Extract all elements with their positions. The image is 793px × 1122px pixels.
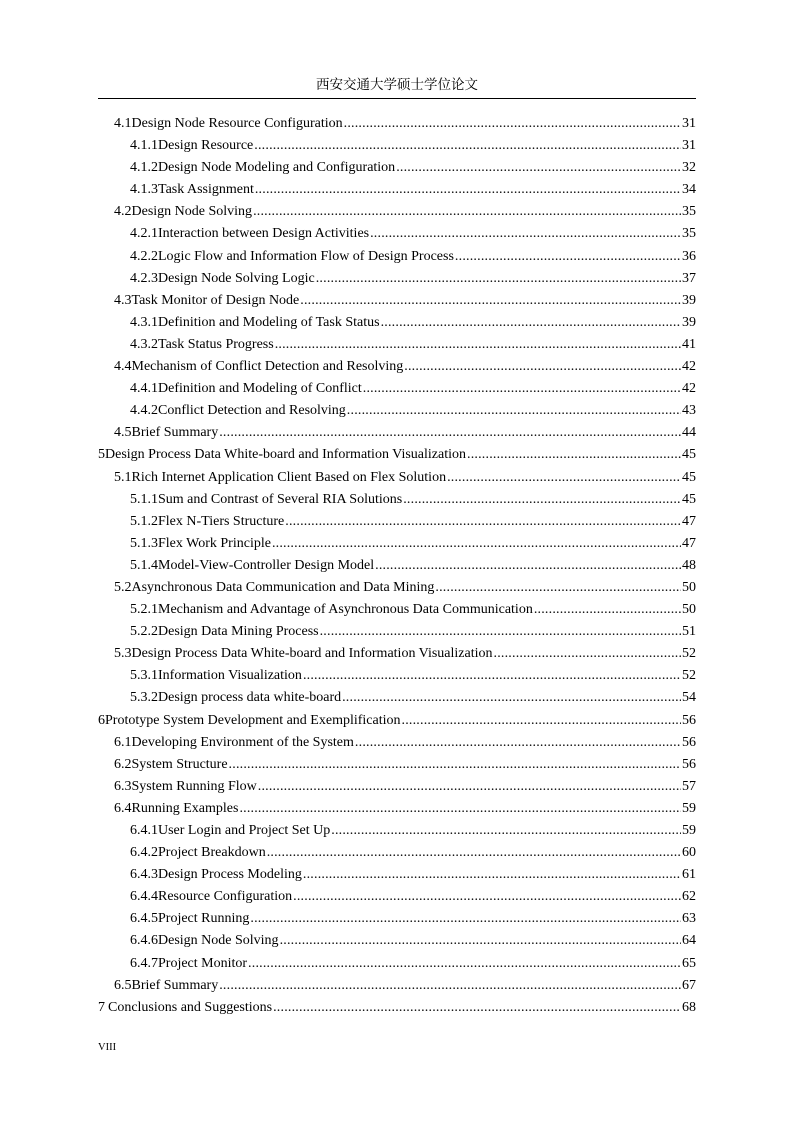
toc-entry-page: 39 bbox=[682, 292, 696, 308]
toc-entry-title: Design Node Solving bbox=[158, 933, 279, 949]
toc-entry[interactable] bbox=[98, 157, 696, 179]
toc-entry-number: 4.5 bbox=[114, 425, 132, 441]
toc-entry[interactable] bbox=[98, 687, 696, 709]
toc-entry-title: Project Monitor bbox=[158, 955, 248, 971]
toc-dot-leader bbox=[381, 312, 681, 334]
toc-dot-leader bbox=[250, 908, 681, 930]
toc-entry-number: 5.3 bbox=[114, 646, 132, 662]
toc-entry-number: 6.5 bbox=[114, 977, 132, 993]
toc-entry-page: 32 bbox=[682, 160, 696, 176]
toc-entry[interactable] bbox=[98, 246, 696, 268]
toc-entry-number: 6.3 bbox=[114, 778, 132, 794]
toc-entry-number: 5.2.1 bbox=[130, 602, 158, 618]
toc-entry-title: Running Examples bbox=[131, 800, 239, 816]
toc-entry-title: Asynchronous Data Communication and Data Mining bbox=[131, 579, 435, 595]
toc-entry-page: 43 bbox=[682, 403, 696, 419]
toc-entry[interactable] bbox=[98, 135, 696, 157]
toc-entry-title: Design Node Modeling and Configuration bbox=[158, 160, 396, 176]
toc-entry-number: 4.3 bbox=[114, 292, 132, 308]
toc-entry-title: Interaction between Design Activities bbox=[158, 226, 370, 242]
toc-dot-leader bbox=[300, 290, 681, 312]
toc-dot-leader bbox=[396, 157, 681, 179]
toc-entry-title: User Login and Project Set Up bbox=[158, 823, 331, 838]
toc-entry-title: Brief Summary bbox=[131, 425, 219, 441]
toc-dot-leader bbox=[363, 378, 681, 400]
toc-entry-number: 5.1.1 bbox=[130, 491, 158, 507]
toc-entry-title: Task Status Progress bbox=[158, 336, 274, 352]
toc-entry-title: Logic Flow and Information Flow of Design Process bbox=[158, 248, 454, 264]
toc-entry-title: Mechanism and Advantage of Asynchronous Data Communication bbox=[158, 602, 533, 618]
toc-entry[interactable] bbox=[98, 555, 696, 577]
toc-entry-number: 4.1 bbox=[114, 116, 132, 131]
toc-entry-number: 4.4.2 bbox=[130, 403, 158, 419]
toc-entry-title: Flex N-Tiers Structure bbox=[158, 513, 285, 529]
toc-entry-page: 45 bbox=[682, 447, 696, 463]
toc-dot-leader bbox=[248, 953, 681, 975]
toc-dot-leader bbox=[219, 422, 681, 444]
toc-dot-leader bbox=[404, 356, 681, 378]
toc-entry-title: System Running Flow bbox=[131, 778, 257, 794]
toc-dot-leader bbox=[375, 555, 681, 577]
toc-entry-title: Project Running bbox=[158, 911, 250, 927]
toc-dot-leader bbox=[494, 643, 682, 665]
toc-dot-leader bbox=[239, 798, 681, 820]
toc-entry-page: 56 bbox=[682, 756, 696, 772]
toc-dot-leader bbox=[255, 179, 681, 201]
toc-entry[interactable] bbox=[98, 621, 696, 643]
toc-entry-page: 45 bbox=[682, 491, 696, 507]
toc-entry[interactable] bbox=[98, 113, 696, 135]
toc-dot-leader bbox=[403, 489, 681, 511]
toc-entry-number: 6.4.1 bbox=[130, 823, 158, 838]
toc-entry-title: Developing Environment of the System bbox=[131, 734, 354, 750]
toc-entry[interactable] bbox=[98, 864, 696, 886]
toc-entry-number: 6.4.5 bbox=[130, 911, 158, 927]
toc-entry[interactable] bbox=[98, 754, 696, 776]
toc-entry-number: 4.1.3 bbox=[130, 182, 158, 198]
toc-entry[interactable] bbox=[98, 223, 696, 245]
toc-entry-page: 57 bbox=[682, 778, 696, 794]
toc-entry-title: Flex Work Principle bbox=[158, 535, 271, 551]
toc-entry-title: Mechanism of Conflict Detection and Resolving bbox=[131, 359, 404, 375]
toc-dot-leader bbox=[320, 621, 681, 643]
toc-entry[interactable] bbox=[98, 930, 696, 952]
toc-entry-page: 56 bbox=[682, 712, 696, 728]
toc-entry-page: 52 bbox=[682, 646, 696, 662]
toc-entry-number: 4.1.1 bbox=[130, 138, 158, 154]
toc-entry-page: 50 bbox=[682, 602, 696, 618]
toc-entry[interactable] bbox=[98, 798, 696, 820]
toc-entry[interactable] bbox=[98, 356, 696, 378]
toc-entry-number: 6.4.4 bbox=[130, 889, 158, 905]
toc-entry[interactable] bbox=[98, 444, 696, 466]
toc-dot-leader bbox=[258, 776, 681, 798]
toc-entry-number: 5.1.2 bbox=[130, 513, 158, 529]
toc-entry[interactable] bbox=[98, 533, 696, 555]
toc-entry-number: 4.1.2 bbox=[130, 160, 158, 176]
toc-dot-leader bbox=[370, 223, 681, 245]
toc-entry-number: 5.1 bbox=[114, 469, 132, 485]
toc-entry-page: 31 bbox=[682, 116, 696, 131]
toc-dot-leader bbox=[254, 135, 681, 157]
toc-entry[interactable] bbox=[98, 489, 696, 511]
toc-entry[interactable] bbox=[98, 908, 696, 930]
toc-entry-number: 4.3.1 bbox=[130, 314, 158, 330]
toc-entry[interactable] bbox=[98, 378, 696, 400]
toc-entry[interactable] bbox=[98, 643, 696, 665]
toc-entry-page: 56 bbox=[682, 734, 696, 750]
toc-dot-leader bbox=[293, 886, 681, 908]
toc-entry-number: 4.3.2 bbox=[130, 336, 158, 352]
toc-entry[interactable] bbox=[98, 400, 696, 422]
toc-entry-title: Task Assignment bbox=[158, 182, 254, 198]
toc-entry-page: 67 bbox=[682, 977, 696, 993]
toc-entry-number: 6.4.2 bbox=[130, 845, 158, 861]
toc-entry-page: 35 bbox=[682, 204, 696, 220]
toc-entry[interactable] bbox=[98, 268, 696, 290]
toc-entry[interactable] bbox=[98, 467, 696, 489]
toc-dot-leader bbox=[280, 930, 681, 952]
toc-entry-title: Definition and Modeling of Conflict bbox=[158, 381, 362, 397]
toc-entry-title: Project Breakdown bbox=[158, 845, 266, 861]
toc-dot-leader bbox=[219, 975, 681, 997]
toc-entry-page: 31 bbox=[682, 138, 696, 154]
toc-dot-leader bbox=[402, 710, 682, 732]
toc-entry[interactable] bbox=[98, 842, 696, 864]
toc-dot-leader bbox=[303, 864, 681, 886]
toc-entry-page: 47 bbox=[682, 513, 696, 529]
toc-entry-title: Conflict Detection and Resolving bbox=[158, 403, 346, 419]
toc-entry-page: 48 bbox=[682, 557, 696, 573]
toc-entry-number: 6 bbox=[98, 712, 105, 728]
toc-entry[interactable] bbox=[98, 599, 696, 621]
header-rule bbox=[98, 98, 696, 99]
toc-entry-title: Task Monitor of Design Node bbox=[131, 292, 300, 308]
toc-dot-leader bbox=[455, 246, 681, 268]
toc-entry-page: 54 bbox=[682, 690, 696, 706]
toc-entry[interactable] bbox=[98, 997, 696, 1019]
toc-dot-leader bbox=[316, 268, 681, 290]
toc-dot-leader bbox=[331, 820, 681, 842]
toc-entry-page: 37 bbox=[682, 270, 696, 286]
toc-entry-title: Design Resource bbox=[158, 138, 254, 154]
toc-entry-number: 5.2.2 bbox=[130, 624, 158, 640]
toc-entry-page: 45 bbox=[682, 469, 696, 485]
toc-entry-number: 4.2.3 bbox=[130, 270, 158, 286]
table-of-contents bbox=[98, 113, 696, 1019]
toc-entry-number: 5 bbox=[98, 447, 105, 463]
toc-entry-title: Design process data white-board bbox=[158, 690, 342, 706]
toc-entry-title: Model-View-Controller Design Model bbox=[158, 557, 375, 573]
toc-entry-number: 6.1 bbox=[114, 734, 132, 750]
toc-entry-page: 68 bbox=[682, 999, 696, 1015]
toc-entry-page: 52 bbox=[682, 668, 696, 684]
toc-dot-leader bbox=[273, 997, 681, 1019]
toc-entry[interactable] bbox=[98, 776, 696, 798]
toc-entry-page: 36 bbox=[682, 248, 696, 264]
toc-entry-page: 63 bbox=[682, 911, 696, 927]
toc-entry-page: 61 bbox=[682, 867, 696, 883]
toc-dot-leader bbox=[344, 113, 681, 135]
toc-entry[interactable] bbox=[98, 422, 696, 444]
toc-entry-page: 39 bbox=[682, 314, 696, 330]
toc-entry-title: Design Node Resource Configuration bbox=[131, 116, 343, 131]
toc-dot-leader bbox=[435, 577, 681, 599]
toc-entry-number: 4.2 bbox=[114, 204, 132, 220]
toc-entry[interactable] bbox=[98, 732, 696, 754]
toc-entry[interactable] bbox=[98, 290, 696, 312]
toc-entry-page: 59 bbox=[682, 800, 696, 816]
toc-entry-title: Resource Configuration bbox=[158, 889, 293, 905]
toc-entry-number: 4.4.1 bbox=[130, 381, 158, 397]
toc-entry-title: Design Process Data White-board and Information Visualization bbox=[131, 646, 493, 662]
toc-entry-number: 7 bbox=[98, 999, 105, 1015]
toc-dot-leader bbox=[267, 842, 681, 864]
toc-entry-title: Design Process Modeling bbox=[158, 867, 302, 883]
toc-entry-page: 42 bbox=[682, 381, 696, 397]
toc-entry-number: 6.4.3 bbox=[130, 867, 158, 883]
toc-entry-title: Conclusions and Suggestions bbox=[107, 999, 273, 1015]
toc-entry-number: 6.4.6 bbox=[130, 933, 158, 949]
toc-entry[interactable] bbox=[98, 886, 696, 908]
toc-entry-page: 35 bbox=[682, 226, 696, 242]
toc-entry[interactable] bbox=[98, 511, 696, 533]
toc-entry[interactable] bbox=[98, 820, 696, 842]
toc-entry-title: Design Process Data White-board and Information Visualization bbox=[105, 447, 466, 463]
toc-dot-leader bbox=[447, 467, 681, 489]
toc-entry-page: 50 bbox=[682, 579, 696, 595]
toc-entry-number: 4.4 bbox=[114, 359, 132, 375]
toc-entry-title: Design Data Mining Process bbox=[158, 624, 319, 640]
toc-dot-leader bbox=[275, 334, 681, 356]
toc-dot-leader bbox=[342, 687, 681, 709]
toc-entry[interactable] bbox=[98, 312, 696, 334]
toc-dot-leader bbox=[229, 754, 681, 776]
page-number: VIII bbox=[98, 1042, 117, 1053]
toc-entry-page: 41 bbox=[682, 336, 696, 352]
toc-entry-title: Brief Summary bbox=[131, 977, 219, 993]
toc-entry-number: 6.4.7 bbox=[130, 955, 158, 971]
toc-entry-number: 5.2 bbox=[114, 579, 132, 595]
toc-dot-leader bbox=[347, 400, 681, 422]
toc-entry-number: 5.1.4 bbox=[130, 557, 158, 573]
toc-entry[interactable] bbox=[98, 665, 696, 687]
toc-dot-leader bbox=[467, 444, 681, 466]
toc-dot-leader bbox=[253, 201, 681, 223]
toc-entry-number: 6.2 bbox=[114, 756, 132, 772]
toc-entry-number: 5.1.3 bbox=[130, 535, 158, 551]
toc-entry[interactable] bbox=[98, 953, 696, 975]
toc-entry-page: 47 bbox=[682, 535, 696, 551]
toc-entry[interactable] bbox=[98, 710, 696, 732]
toc-entry[interactable] bbox=[98, 201, 696, 223]
toc-entry-page: 60 bbox=[682, 845, 696, 861]
toc-entry[interactable] bbox=[98, 975, 696, 997]
toc-entry[interactable] bbox=[98, 577, 696, 599]
toc-entry-title: Rich Internet Application Client Based on Flex Solution bbox=[131, 469, 447, 485]
toc-entry-number: 4.2.2 bbox=[130, 248, 158, 264]
page-header: 西安交通大学硕士学位论文 bbox=[316, 77, 478, 92]
toc-dot-leader bbox=[355, 732, 681, 754]
toc-dot-leader bbox=[272, 533, 681, 555]
toc-entry-number: 5.3.1 bbox=[130, 668, 158, 684]
toc-entry-page: 65 bbox=[682, 955, 696, 971]
toc-entry-page: 42 bbox=[682, 359, 696, 375]
toc-dot-leader bbox=[303, 665, 681, 687]
toc-entry[interactable] bbox=[98, 179, 696, 201]
toc-entry-title: System Structure bbox=[131, 756, 228, 772]
toc-entry-page: 34 bbox=[682, 182, 696, 198]
toc-entry-page: 62 bbox=[682, 889, 696, 905]
toc-entry-page: 64 bbox=[682, 933, 696, 949]
toc-entry-title: Definition and Modeling of Task Status bbox=[158, 314, 380, 330]
toc-entry-page: 59 bbox=[682, 823, 696, 838]
toc-entry-title: Prototype System Development and Exemplification bbox=[105, 712, 401, 728]
toc-dot-leader bbox=[285, 511, 681, 533]
toc-entry[interactable] bbox=[98, 334, 696, 356]
toc-entry-title: Design Node Solving Logic bbox=[158, 270, 315, 286]
toc-entry-page: 51 bbox=[682, 624, 696, 640]
toc-dot-leader bbox=[534, 599, 681, 621]
toc-entry-title: Design Node Solving bbox=[131, 204, 253, 220]
toc-entry-number: 4.2.1 bbox=[130, 226, 158, 242]
toc-entry-page: 44 bbox=[682, 425, 696, 441]
toc-entry-title: Information Visualization bbox=[158, 668, 302, 684]
toc-entry-number: 5.3.2 bbox=[130, 690, 158, 706]
toc-entry-number: 6.4 bbox=[114, 800, 132, 816]
toc-entry-title: Sum and Contrast of Several RIA Solutions bbox=[158, 491, 403, 507]
